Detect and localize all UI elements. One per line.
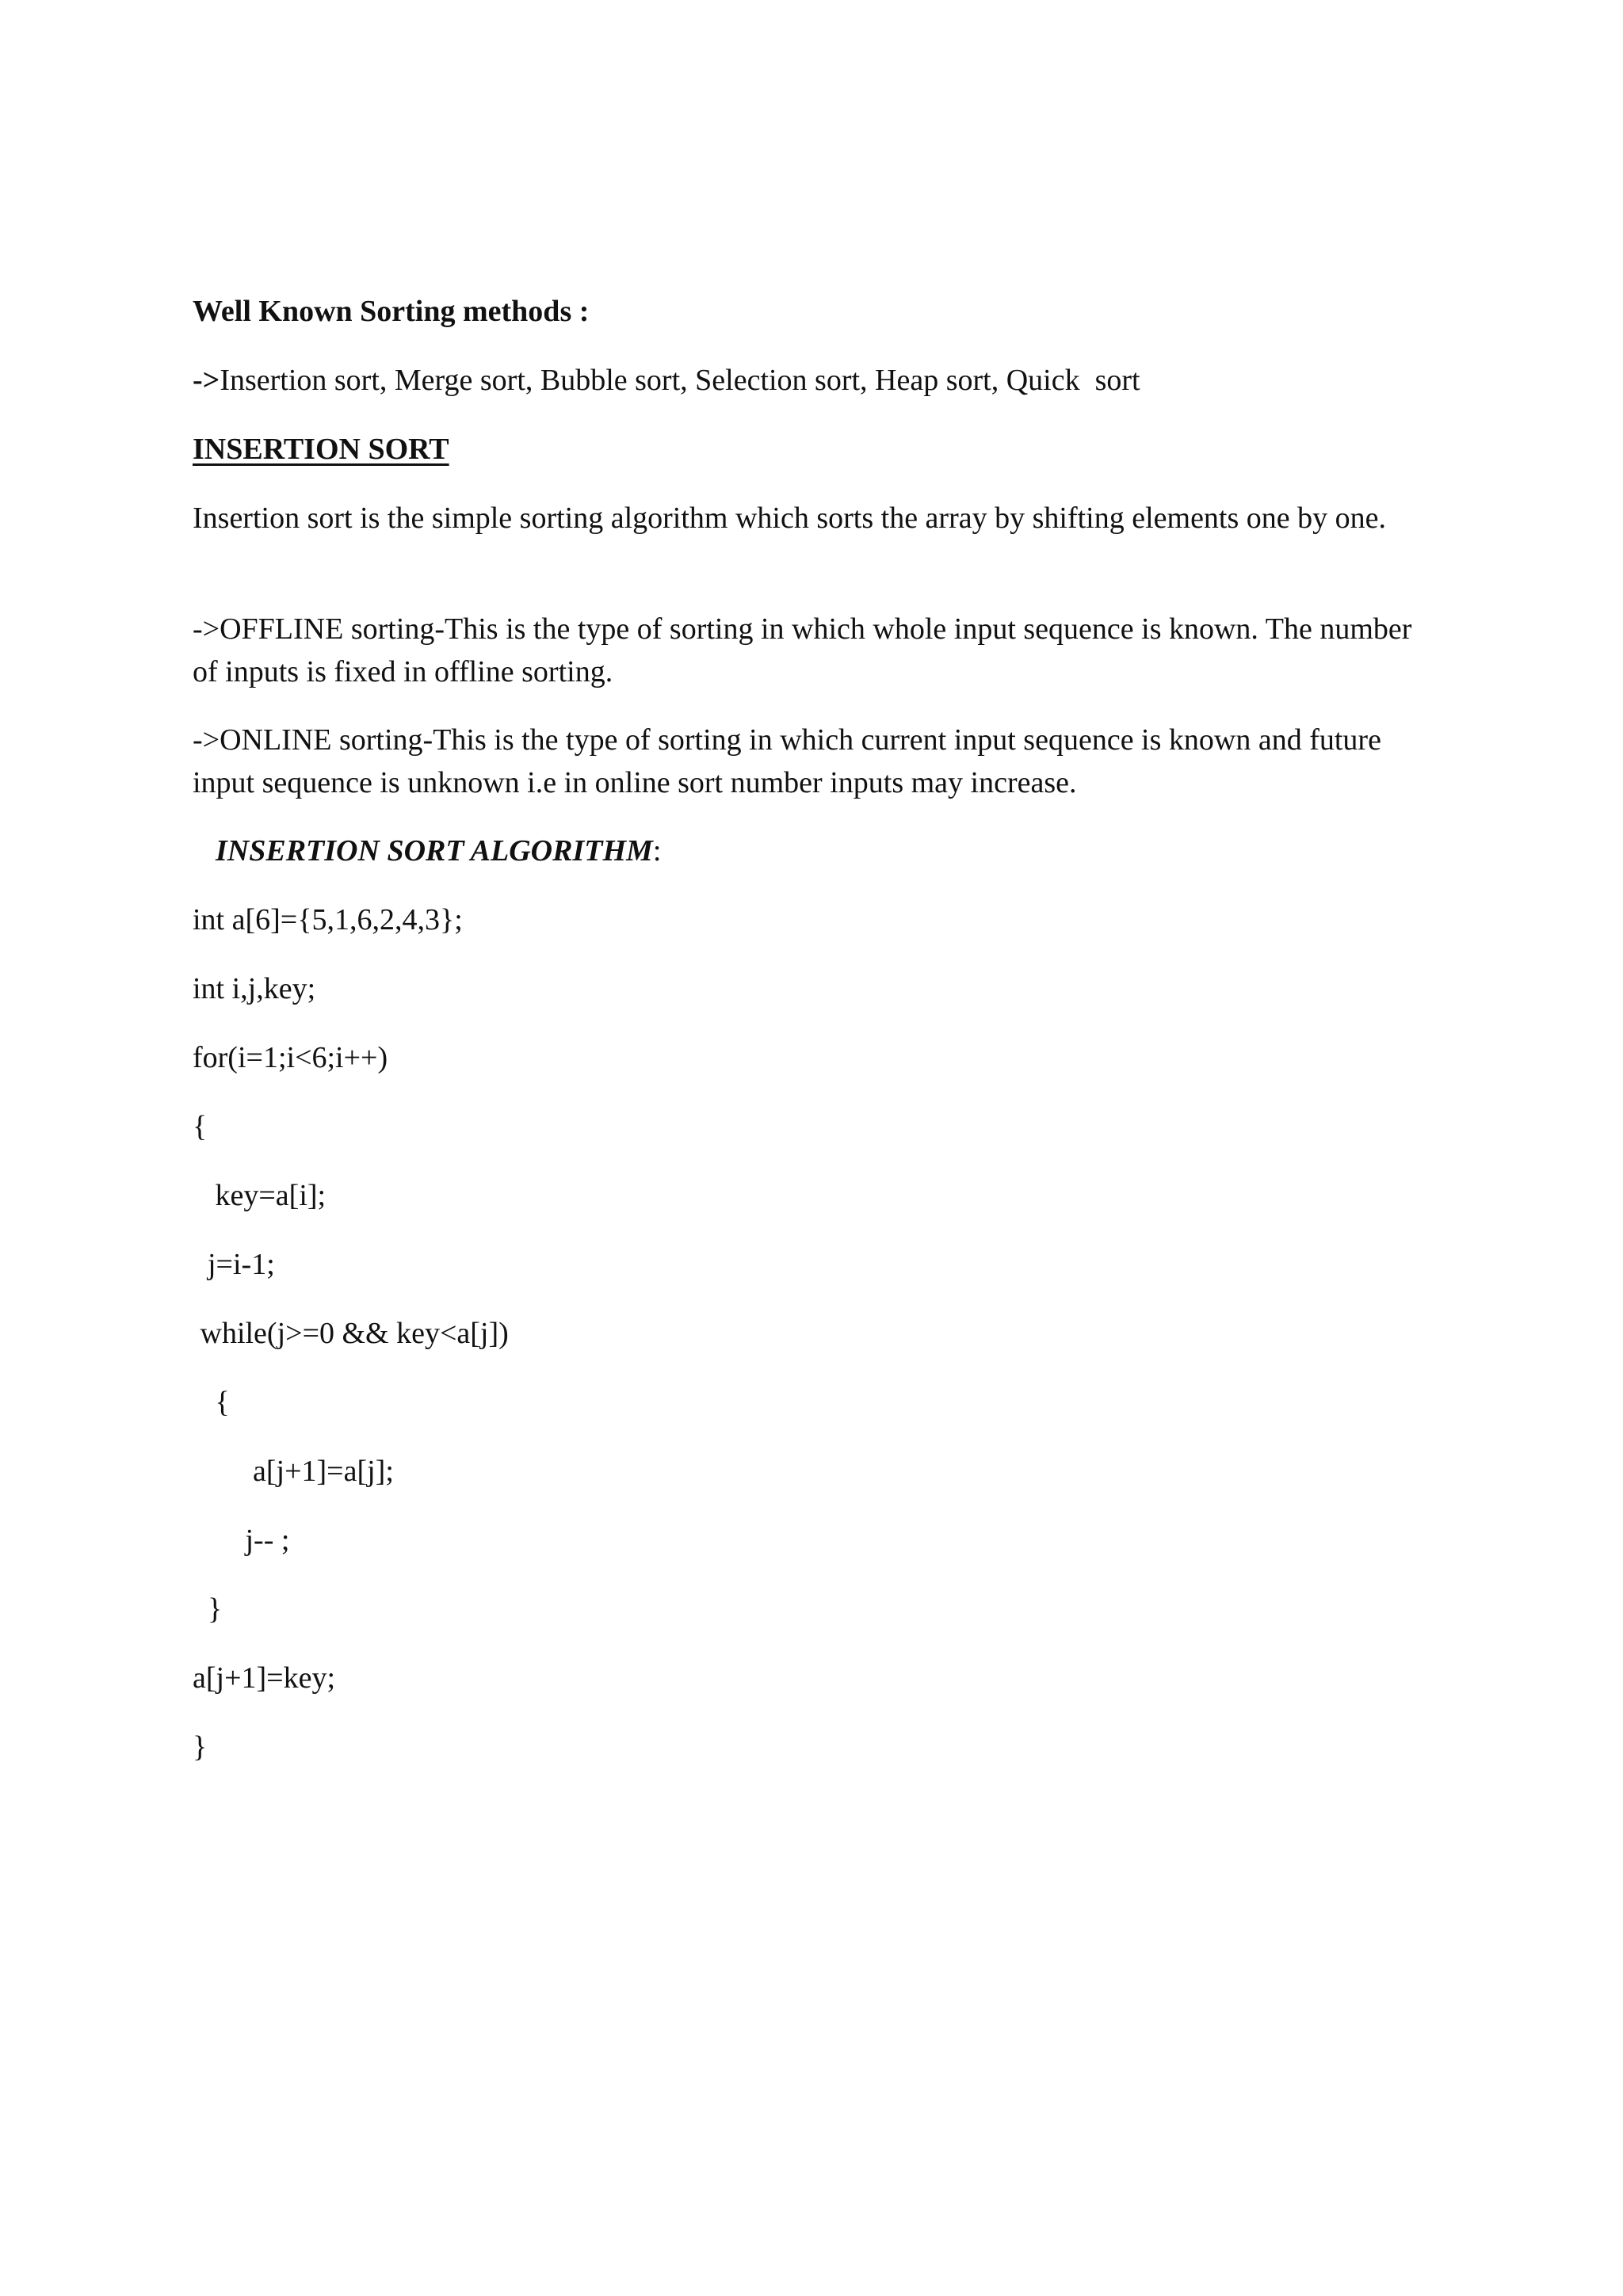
code-line: while(j>=0 && key<a[j]) [193, 1317, 509, 1350]
document-heading: Well Known Sorting methods : [193, 295, 590, 328]
code-line: { [193, 1110, 208, 1143]
offline-sorting-paragraph: ->OFFLINE sorting-This is the type of sorting in which whole input sequence is known. The number of inputs is fixed in offline sorting. [193, 612, 1412, 688]
sorting-methods-list [193, 359, 1140, 402]
arrow-marker: -> [193, 364, 220, 397]
code-line: a[j+1]=key; [193, 1661, 336, 1695]
code-line: } [193, 1592, 223, 1626]
code-line: key=a[i]; [193, 1179, 327, 1212]
code-line: int a[6]={5,1,6,2,4,3}; [193, 903, 463, 936]
algorithm-title-colon: : [652, 834, 662, 868]
code-line: { [193, 1386, 230, 1419]
algorithm-title [216, 830, 661, 872]
code-line: j=i-1; [193, 1248, 275, 1281]
code-line: j-- ; [193, 1524, 290, 1557]
algorithm-title-text: INSERTION SORT ALGORITHM [216, 834, 653, 868]
code-line: } [193, 1730, 208, 1764]
sorting-methods-text: Insertion sort, Merge sort, Bubble sort, Selection sort, Heap sort, Quick sort [220, 364, 1140, 397]
description-paragraph: Insertion sort is the simple sorting algorithm which sorts the array by shifting elements one by one. [193, 502, 1387, 535]
code-line: int i,j,key; [193, 972, 316, 1005]
code-line: for(i=1;i<6;i++) [193, 1041, 388, 1074]
online-sorting-paragraph: ->ONLINE sorting-This is the type of sorting in which current input sequence is known and future input sequence is unknown i.e in online sort number inputs may increase. [193, 723, 1381, 799]
code-line: a[j+1]=a[j]; [193, 1455, 394, 1488]
section-title: INSERTION SORT [193, 433, 449, 466]
